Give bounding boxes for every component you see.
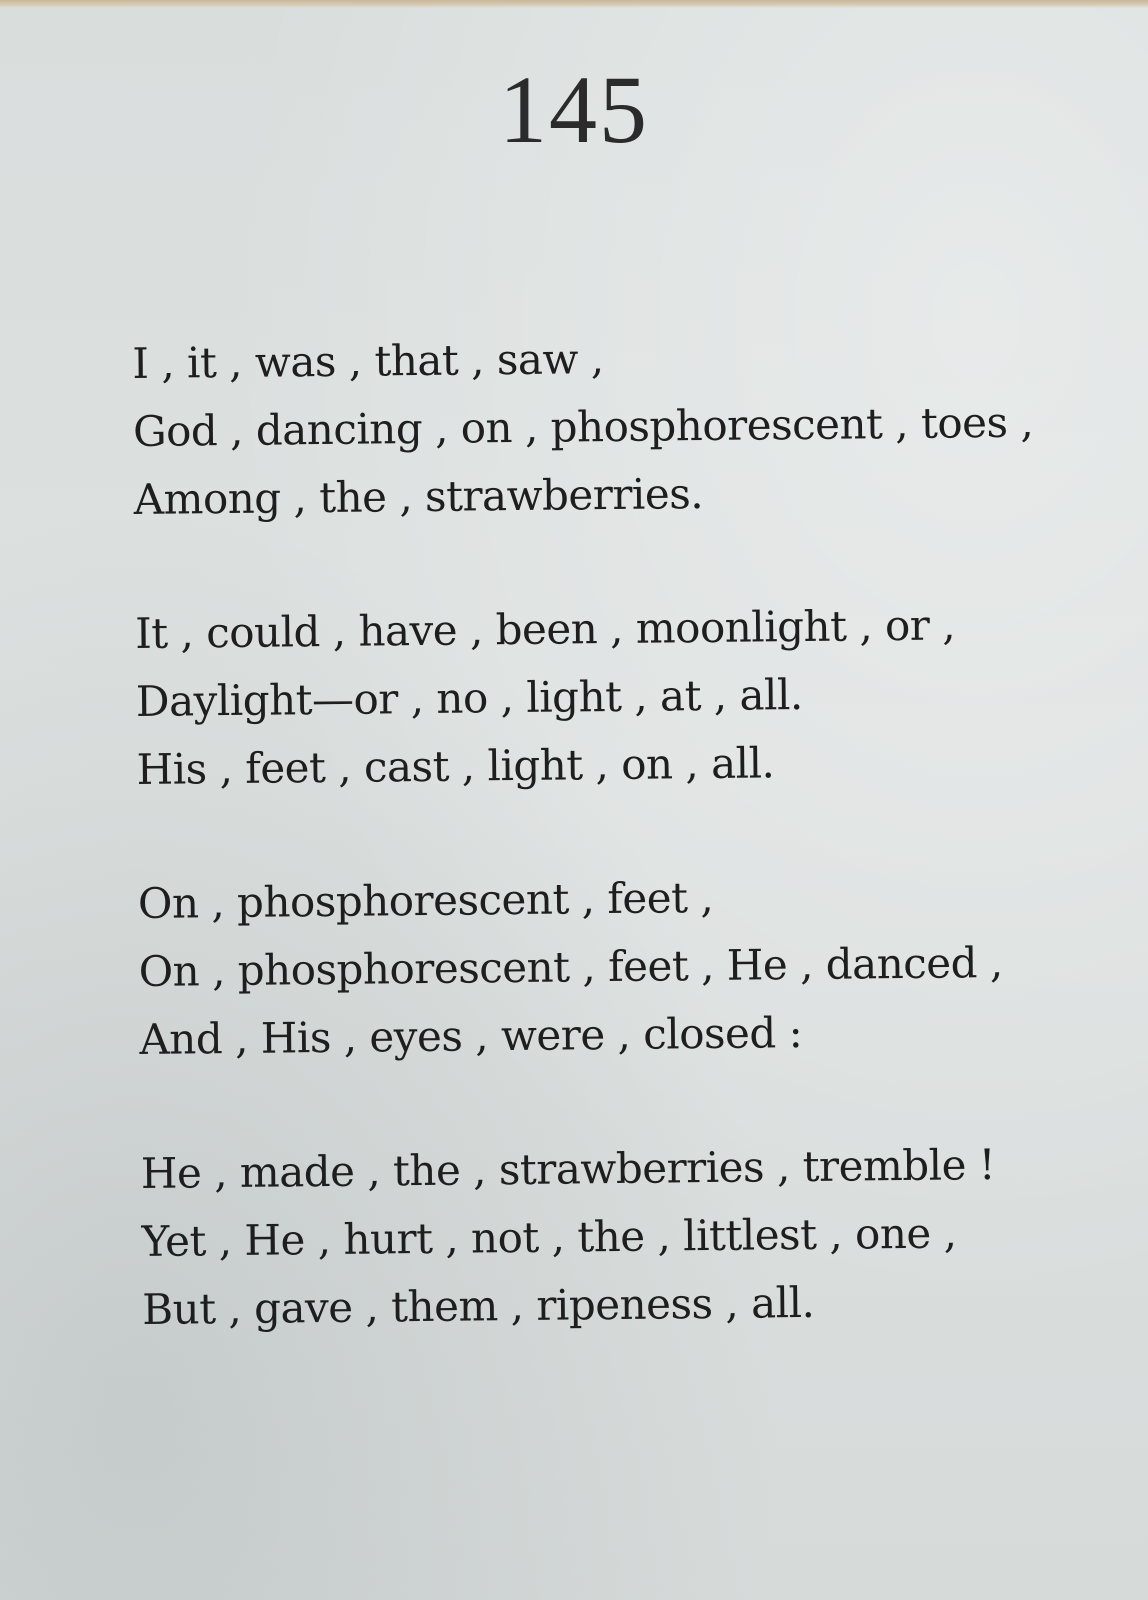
poem-line: His , feet , cast , light , on , all. <box>136 738 775 794</box>
poem-line: Daylight—or , no , light , at , all. <box>135 669 804 726</box>
poem-line: On , phosphorescent , feet , He , danced , <box>138 937 1003 996</box>
poem-line: I , it , was , that , saw , <box>132 334 604 388</box>
stanza-3 <box>138 860 1070 1074</box>
poem-line: Among , the , strawberries. <box>133 469 704 524</box>
stanza-2 <box>135 590 1067 804</box>
stanza-4 <box>140 1130 1072 1344</box>
poem-line: Yet , He , hurt , not , the , littlest , one , <box>141 1208 957 1266</box>
page-number: 145 <box>499 56 649 163</box>
poem-line: On , phosphorescent , feet , <box>137 872 714 928</box>
poem-line: And , His , eyes , were , closed : <box>139 1008 803 1064</box>
page-top-edge <box>0 0 1148 8</box>
poem-line: God , dancing , on , phosphorescent , toes , <box>132 397 1034 456</box>
poem-line: But , gave , them , ripeness , all. <box>142 1277 815 1334</box>
stanza-1 <box>132 320 1064 534</box>
poem <box>132 320 1073 1410</box>
poem-line: He , made , the , strawberries , tremble ! <box>140 1140 996 1198</box>
poem-line: It , could , have , been , moonlight , or , <box>134 600 956 658</box>
